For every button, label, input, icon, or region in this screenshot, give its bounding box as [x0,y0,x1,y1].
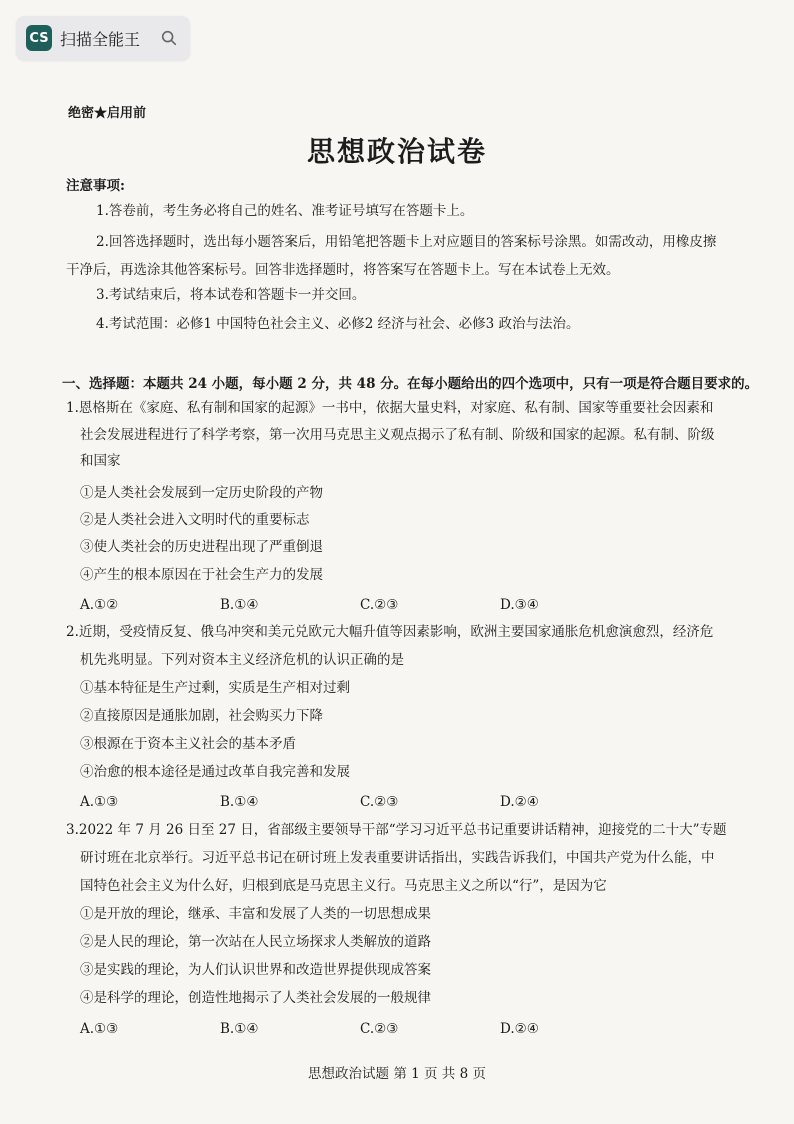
question-item: ③是实践的理论，为人们认识世界和改造世界提供现成答案 [80,962,431,978]
notice-line: 3.考试结束后，将本试卷和答题卡一并交回。 [96,287,366,303]
page-title: 思想政治试卷 [306,135,487,168]
notice-heading: 注意事项: [66,178,125,194]
camscanner-logo: CS [26,25,52,51]
notice-line: 干净后，再选涂其他答案标号。回答非选择题时，将答案写在答题卡上。写在本试卷上无效。 [66,262,620,278]
question-item: ①是开放的理论，继承、丰富和发展了人类的一切思想成果 [80,906,431,922]
question-stem: 1.恩格斯在《家庭、私有制和国家的起源》一书中，依据大量史料，对家庭、私有制、国家等重要社会因素和 [66,400,714,416]
answer-options [80,1021,640,1037]
page-footer: 思想政治试题 第 1 页 共 8 页 [308,1066,486,1082]
question-item: ④是科学的理论，创造性地揭示了人类社会发展的一般规律 [80,990,431,1006]
notice-line: 1.答卷前，考生务必将自己的姓名、准考证号填写在答题卡上。 [96,203,474,219]
question-item: ②直接原因是通胀加剧，社会购买力下降 [80,708,323,724]
option-d: D.③④ [500,597,539,613]
question-stem: 机先兆明显。下列对资本主义经济危机的认识正确的是 [80,652,404,668]
scanner-app-name: 扫描全能王 [60,29,141,49]
question-item: ④治愈的根本途径是通过改革自我完善和发展 [80,764,350,780]
question-item: ①是人类社会发展到一定历史阶段的产物 [80,485,323,501]
answer-options [80,597,640,613]
question-stem: 国特色社会主义为什么好，归根到底是马克思主义行。马克思主义之所以“行”，是因为它 [80,878,607,894]
option-d: D.②④ [500,794,539,810]
option-d: D.②④ [500,1021,539,1037]
notice-line: 4.考试范围：必修1 中国特色社会主义、必修2 经济与社会、必修3 政治与法治。 [96,316,580,332]
question-stem: 和国家 [80,453,121,469]
question-item: ②是人类社会进入文明时代的重要标志 [80,512,310,528]
answer-options [80,794,640,810]
question-stem: 2.近期，受疫情反复、俄乌冲突和美元兑欧元大幅升值等因素影响，欧洲主要国家通胀危机愈演愈烈，经济危 [66,624,714,640]
option-a: A.①③ [80,1021,119,1037]
question-stem: 3.2022 年 7 月 26 日至 27 日，省部级主要领导干部“学习习近平总书记重要讲话精神，迎接党的二十大”专题 [66,822,727,838]
option-b: B.①④ [220,597,259,613]
option-c: C.②③ [360,794,399,810]
notice-line: 2.回答选择题时，选出每小题答案后，用铅笔把答题卡上对应题目的答案标号涂黑。如需改动，用橡皮擦 [96,234,717,250]
question-item: ④产生的根本原因在于社会生产力的发展 [80,567,323,583]
section-heading: 一、选择题：本题共 24 小题，每小题 2 分，共 48 分。在每小题给出的四个选项中，只有一项是符合题目要求的。 [62,376,759,392]
option-c: C.②③ [360,1021,399,1037]
question-stem: 社会发展进程进行了科学考察，第一次用马克思主义观点揭示了私有制、阶级和国家的起源。私有制、阶级 [80,427,715,443]
option-c: C.②③ [360,597,399,613]
question-item: ①基本特征是生产过剩，实质是生产相对过剩 [80,680,350,696]
secret-label: 绝密★启用前 [68,106,147,121]
question-item: ③根源在于资本主义社会的基本矛盾 [80,736,296,752]
option-b: B.①④ [220,794,259,810]
option-a: A.①③ [80,794,119,810]
question-item: ③使人类社会的历史进程出现了严重倒退 [80,539,323,555]
option-a: A.①② [80,597,119,613]
option-b: B.①④ [220,1021,259,1037]
question-stem: 研讨班在北京举行。习近平总书记在研讨班上发表重要讲话指出，实践告诉我们，中国共产党为什么能，中 [80,850,715,866]
question-item: ②是人民的理论，第一次站在人民立场探求人类解放的道路 [80,934,431,950]
